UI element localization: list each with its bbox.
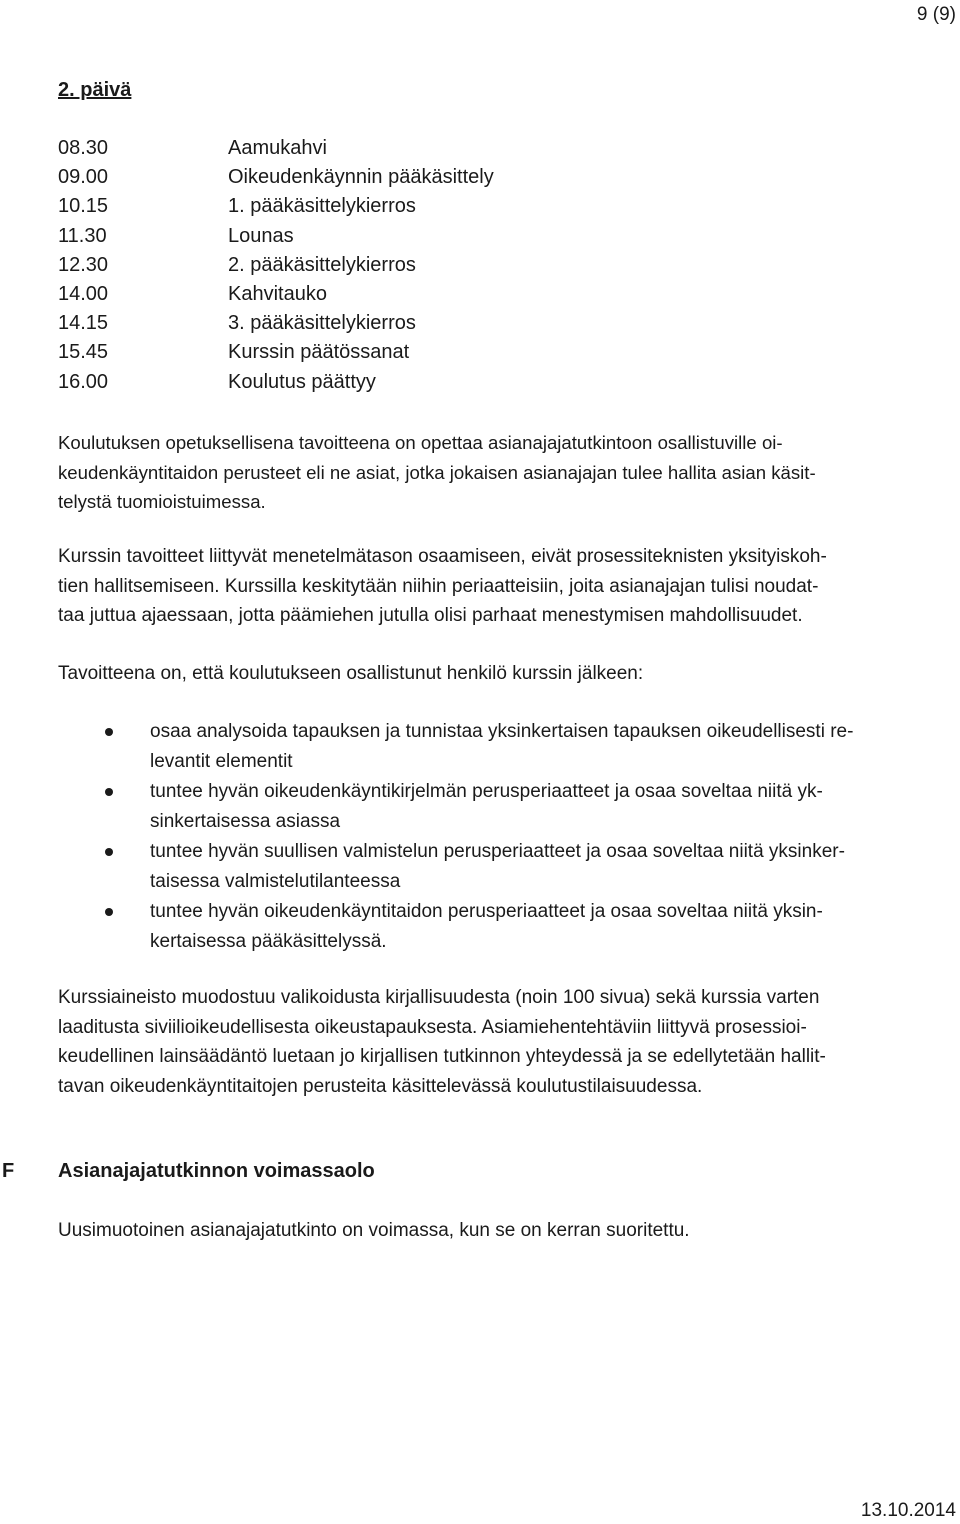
schedule-item: Kurssin päätössanat bbox=[228, 341, 410, 364]
day-heading: 2. päivä bbox=[58, 79, 132, 101]
schedule-table bbox=[58, 137, 494, 400]
list-item-line: tuntee hyvän oikeudenkäyntikirjelmän perusperiaatteet ja osaa soveltaa niitä yk- bbox=[150, 781, 823, 802]
list-item bbox=[105, 897, 955, 957]
schedule-row bbox=[58, 312, 494, 341]
schedule-row bbox=[58, 225, 494, 254]
list-item-line: osaa analysoida tapauksen ja tunnistaa yksinkertaisen tapauksen oikeudellisesti re- bbox=[150, 721, 854, 742]
list-item-line: sinkertaisessa asiassa bbox=[150, 811, 341, 832]
paragraph-line: Kurssin tavoitteet liittyvät menetelmätason osaamiseen, eivät prosessiteknisten yksityiskoh- bbox=[58, 546, 827, 567]
schedule-time: 14.15 bbox=[58, 312, 109, 335]
schedule-row bbox=[58, 166, 494, 195]
list-item bbox=[105, 837, 955, 897]
goal-list bbox=[105, 717, 955, 957]
bullet-icon bbox=[105, 788, 113, 796]
schedule-row bbox=[58, 137, 494, 166]
schedule-row bbox=[58, 341, 494, 370]
schedule-time: 16.00 bbox=[58, 370, 109, 393]
schedule-item: 1. pääkäsittelykierros bbox=[228, 195, 416, 218]
bullet-icon bbox=[105, 728, 113, 736]
schedule-row bbox=[58, 371, 494, 400]
section-title: Asianajajatutkinnon voimassaolo bbox=[58, 1160, 375, 1182]
paragraph-line: tavan oikeudenkäyntitaitojen perusteita käsittelevässä koulutustilaisuudessa. bbox=[58, 1075, 703, 1097]
schedule-item: 2. pääkäsittelykierros bbox=[228, 253, 416, 276]
schedule-time: 09.00 bbox=[58, 166, 109, 189]
paragraph-validity bbox=[58, 1216, 958, 1246]
list-item-line: tuntee hyvän oikeudenkäyntitaidon perusperiaatteet ja osaa soveltaa niitä yksin- bbox=[150, 901, 823, 922]
schedule-item: Koulutus päättyy bbox=[228, 370, 376, 393]
schedule-row bbox=[58, 283, 494, 312]
paragraph-line: keudellinen lainsäädäntö luetaan jo kirjallisen tutkinnon yhteydessä ja se edellytetään hallit- bbox=[58, 1046, 826, 1067]
list-item bbox=[105, 717, 955, 777]
paragraph-line: Kurssiaineisto muodostuu valikoidusta kirjallisuudesta (noin 100 sivua) sekä kurssia varten bbox=[58, 987, 820, 1008]
paragraph-line: Tavoitteena on, että koulutukseen osallistunut henkilö kurssin jälkeen: bbox=[58, 663, 644, 684]
schedule-time: 12.30 bbox=[58, 253, 109, 276]
schedule-time: 10.15 bbox=[58, 195, 109, 218]
paragraph-training-objective bbox=[58, 428, 958, 517]
schedule-item: Kahvitauko bbox=[228, 282, 327, 305]
schedule-item: 3. pääkäsittelykierros bbox=[228, 312, 416, 335]
list-item-line: levantit elementit bbox=[150, 751, 293, 772]
paragraph-line: telystä tuomioistuimessa. bbox=[58, 491, 266, 512]
list-item-line: kertaisessa pääkäsittelyssä. bbox=[150, 931, 387, 952]
schedule-row bbox=[58, 254, 494, 283]
list-item bbox=[105, 777, 955, 837]
paragraph-line: Uusimuotoinen asianajajatutkinto on voimassa, kun se on kerran suoritettu. bbox=[58, 1220, 690, 1241]
schedule-item: Oikeudenkäynnin pääkäsittely bbox=[228, 166, 494, 189]
schedule-row bbox=[58, 195, 494, 224]
paragraph-line: tien hallitsemiseen. Kurssilla keskitytään niihin periaatteisiin, joita asianajajan tulisi noudat- bbox=[58, 575, 819, 597]
schedule-time: 08.30 bbox=[58, 137, 109, 159]
section-letter: F bbox=[2, 1160, 15, 1182]
bullet-icon bbox=[105, 908, 113, 916]
bullet-icon bbox=[105, 848, 113, 856]
paragraph-course-goals bbox=[58, 542, 958, 631]
footer-date: 13.10.2014 bbox=[860, 1500, 956, 1521]
schedule-time: 15.45 bbox=[58, 341, 109, 364]
schedule-time: 14.00 bbox=[58, 282, 109, 305]
list-item-line: taisessa valmistelutilanteessa bbox=[150, 871, 401, 892]
page-number: 9 (9) bbox=[916, 4, 956, 25]
paragraph-course-material bbox=[58, 983, 958, 1101]
list-item-line: tuntee hyvän suullisen valmistelun perusperiaatteet ja osaa soveltaa niitä yksinker- bbox=[150, 841, 845, 862]
schedule-item: Aamukahvi bbox=[228, 137, 327, 159]
paragraph-line: keudenkäyntitaidon perusteet eli ne asiat, jotka jokaisen asianajajan tulee hallita asian käsit- bbox=[58, 461, 816, 483]
paragraph-line: laaditusta siviilioikeudellisesta oikeustapauksesta. Asiamiehentehtäviin liittyvä prosessioi- bbox=[58, 1016, 807, 1038]
schedule-item: Lounas bbox=[228, 224, 294, 247]
schedule-time: 11.30 bbox=[58, 224, 107, 247]
paragraph-line: Koulutuksen opetuksellisena tavoitteena on opettaa asianajajatutkintoon osallistuville oi- bbox=[58, 432, 783, 453]
paragraph-goal-intro bbox=[58, 659, 958, 689]
paragraph-line: taa juttua ajaessaan, jotta päämiehen jutulla olisi parhaat menestymisen mahdollisuudet. bbox=[58, 605, 803, 626]
